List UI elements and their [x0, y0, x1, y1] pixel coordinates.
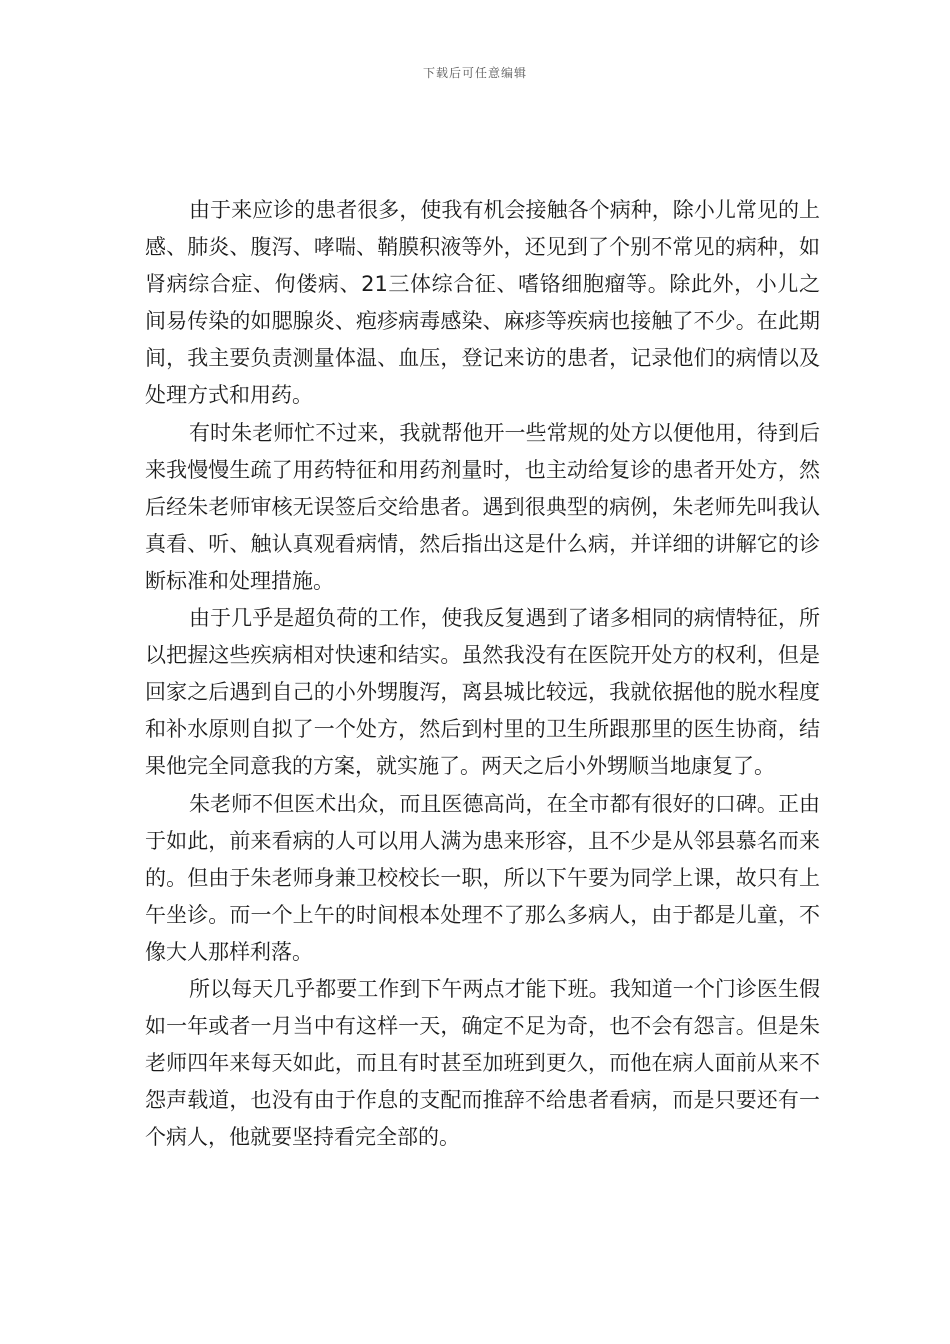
- paragraph-2: 有时朱老师忙不过来，我就帮他开一些常规的处方以便他用，待到后来我慢慢生疏了用药特征和用药剂量时，也主动给复诊的患者开处方，然后经朱老师审核无误签后交给患者。遇到很典型的病例，朱老师先叫我认真看、听、触认真观看病情，然后指出这是什么病，并详细的讲解它的诊断标准和处理措施。: [145, 420, 820, 593]
- page-header: 下载后可任意编辑: [422, 66, 527, 80]
- paragraph-3: 由于几乎是超负荷的工作，使我反复遇到了诸多相同的病情特征，所以把握这些疾病相对快速和结实。虽然我没有在医院开处方的权利，但是回家之后遇到自己的小外甥腹泻，离县城比较远，我就依据他的脱水程度和补水原则自拟了一个处方，然后到村里的卫生所跟那里的医生协商，结果他完全同意我的方案，就实施了。两天之后小外甥顺当地康复了。: [145, 606, 820, 779]
- paragraph-5: 所以每天几乎都要工作到下午两点才能下班。我知道一个门诊医生假如一年或者一月当中有这样一天，确定不足为奇，也不会有怨言。但是朱老师四年来每天如此，而且有时甚至加班到更久，而他在病人面前从来不怨声载道，也没有由于作息的支配而推辞不给患者看病，而是只要还有一个病人，他就要坚持看完全部的。: [145, 976, 820, 1150]
- document-body: [145, 192, 820, 1156]
- paragraph-1: 由于来应诊的患者很多，使我有机会接触各个病种，除小儿常见的上感、肺炎、腹泻、哮喘、鞘膜积液等外，还见到了个别不常见的病种，如肾病综合症、佝偻病、21三体综合征、嗜铬细胞瘤等。除此外，小儿之间易传染的如腮腺炎、疱疹病毒感染、麻疹等疾病也接触了不少。在此期间，我主要负责测量体温、血压，登记来访的患者，记录他们的病情以及处理方式和用药。: [145, 198, 820, 408]
- paragraph-4: 朱老师不但医术出众，而且医德高尚，在全市都有很好的口碑。正由于如此，前来看病的人可以用人满为患来形容，且不少是从邻县慕名而来的。但由于朱老师身兼卫校校长一职，所以下午要为同学上课，故只有上午坐诊。而一个上午的时间根本处理不了那么多病人，由于都是儿童，不像大人那样利落。: [145, 791, 820, 964]
